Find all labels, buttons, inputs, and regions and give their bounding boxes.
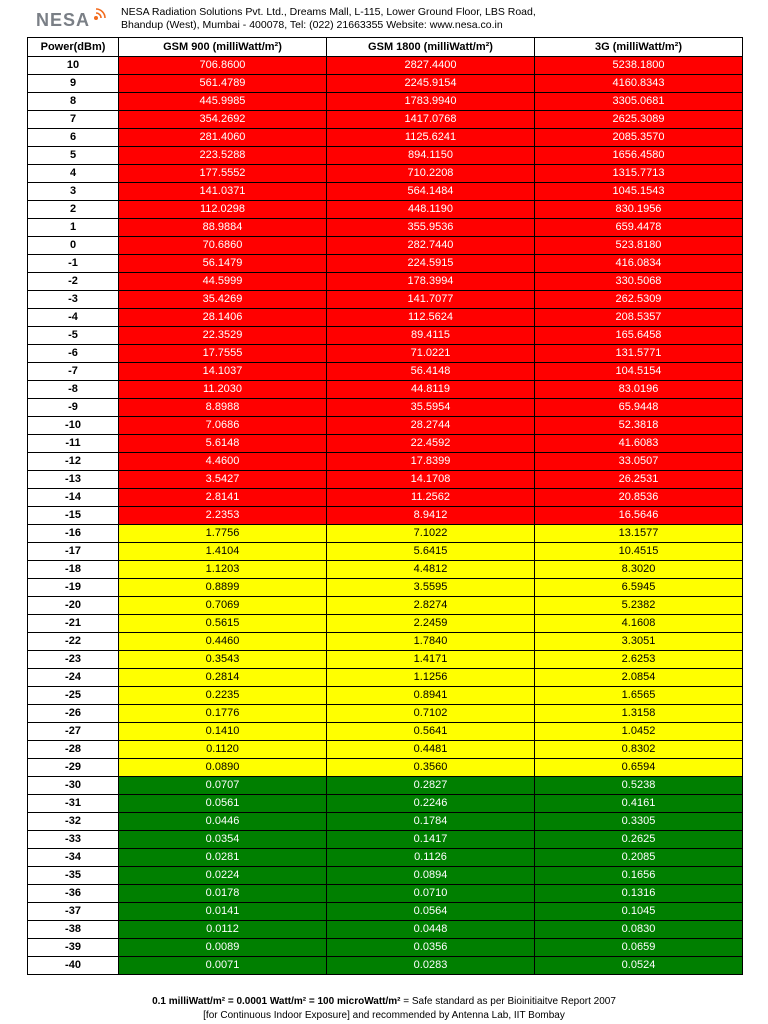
cell-3g: 0.3305 bbox=[535, 813, 743, 831]
cell-3g: 41.6083 bbox=[535, 435, 743, 453]
cell-gsm900: 141.0371 bbox=[119, 183, 327, 201]
cell-gsm900: 14.1037 bbox=[119, 363, 327, 381]
column-header-3g: 3G (milliWatt/m²) bbox=[535, 38, 743, 57]
cell-gsm1800: 0.0894 bbox=[327, 867, 535, 885]
cell-gsm1800: 2245.9154 bbox=[327, 75, 535, 93]
cell-gsm900: 0.0561 bbox=[119, 795, 327, 813]
cell-3g: 65.9448 bbox=[535, 399, 743, 417]
cell-gsm1800: 1.4171 bbox=[327, 651, 535, 669]
cell-power: -24 bbox=[28, 669, 119, 687]
cell-gsm1800: 2.8274 bbox=[327, 597, 535, 615]
cell-gsm900: 3.5427 bbox=[119, 471, 327, 489]
cell-gsm900: 177.5552 bbox=[119, 165, 327, 183]
cell-power: -3 bbox=[28, 291, 119, 309]
cell-3g: 83.0196 bbox=[535, 381, 743, 399]
cell-gsm1800: 28.2744 bbox=[327, 417, 535, 435]
table-row bbox=[28, 561, 743, 579]
cell-gsm1800: 0.1417 bbox=[327, 831, 535, 849]
cell-3g: 4.1608 bbox=[535, 615, 743, 633]
cell-gsm1800: 14.1708 bbox=[327, 471, 535, 489]
table-row bbox=[28, 615, 743, 633]
cell-gsm900: 0.7069 bbox=[119, 597, 327, 615]
cell-gsm900: 0.0178 bbox=[119, 885, 327, 903]
table-row bbox=[28, 849, 743, 867]
table-row bbox=[28, 741, 743, 759]
column-header-gsm1800: GSM 1800 (milliWatt/m²) bbox=[327, 38, 535, 57]
cell-power: -20 bbox=[28, 597, 119, 615]
cell-power: -14 bbox=[28, 489, 119, 507]
cell-3g: 0.1656 bbox=[535, 867, 743, 885]
table-row bbox=[28, 93, 743, 111]
cell-power: -37 bbox=[28, 903, 119, 921]
cell-gsm1800: 4.4812 bbox=[327, 561, 535, 579]
cell-3g: 1.0452 bbox=[535, 723, 743, 741]
table-row bbox=[28, 165, 743, 183]
cell-gsm900: 17.7555 bbox=[119, 345, 327, 363]
table-row bbox=[28, 309, 743, 327]
cell-3g: 104.5154 bbox=[535, 363, 743, 381]
cell-power: 9 bbox=[28, 75, 119, 93]
table-row bbox=[28, 813, 743, 831]
cell-power: -12 bbox=[28, 453, 119, 471]
cell-power: -27 bbox=[28, 723, 119, 741]
cell-3g: 0.1316 bbox=[535, 885, 743, 903]
cell-gsm900: 4.4600 bbox=[119, 453, 327, 471]
cell-power: -25 bbox=[28, 687, 119, 705]
cell-gsm900: 0.1120 bbox=[119, 741, 327, 759]
cell-power: 0 bbox=[28, 237, 119, 255]
cell-power: -31 bbox=[28, 795, 119, 813]
cell-3g: 4160.8343 bbox=[535, 75, 743, 93]
cell-power: -15 bbox=[28, 507, 119, 525]
cell-power: -35 bbox=[28, 867, 119, 885]
address-line-1: NESA Radiation Solutions Pvt. Ltd., Dreams Mall, L-115, Lower Ground Floor, LBS Road, bbox=[121, 6, 536, 18]
cell-gsm1800: 282.7440 bbox=[327, 237, 535, 255]
table-row bbox=[28, 57, 743, 75]
cell-gsm1800: 0.2246 bbox=[327, 795, 535, 813]
cell-power: -40 bbox=[28, 957, 119, 975]
table-row bbox=[28, 687, 743, 705]
cell-gsm1800: 22.4592 bbox=[327, 435, 535, 453]
cell-3g: 0.1045 bbox=[535, 903, 743, 921]
safe-standard-note: = Safe standard as per Bioinitiaitve Report 2007 bbox=[400, 996, 616, 1007]
cell-power: 8 bbox=[28, 93, 119, 111]
cell-gsm900: 0.3543 bbox=[119, 651, 327, 669]
cell-3g: 165.6458 bbox=[535, 327, 743, 345]
table-row bbox=[28, 291, 743, 309]
cell-gsm900: 11.2030 bbox=[119, 381, 327, 399]
cell-3g: 33.0507 bbox=[535, 453, 743, 471]
cell-gsm1800: 44.8119 bbox=[327, 381, 535, 399]
cell-gsm900: 8.8988 bbox=[119, 399, 327, 417]
cell-gsm900: 561.4789 bbox=[119, 75, 327, 93]
cell-gsm1800: 8.9412 bbox=[327, 507, 535, 525]
cell-gsm900: 0.0281 bbox=[119, 849, 327, 867]
cell-gsm1800: 7.1022 bbox=[327, 525, 535, 543]
cell-power: -34 bbox=[28, 849, 119, 867]
cell-gsm900: 1.7756 bbox=[119, 525, 327, 543]
column-header-power: Power(dBm) bbox=[28, 38, 119, 57]
cell-gsm1800: 11.2562 bbox=[327, 489, 535, 507]
cell-gsm900: 88.9884 bbox=[119, 219, 327, 237]
table-row bbox=[28, 183, 743, 201]
cell-gsm1800: 112.5624 bbox=[327, 309, 535, 327]
cell-3g: 5238.1800 bbox=[535, 57, 743, 75]
table-row bbox=[28, 201, 743, 219]
cell-3g: 1315.7713 bbox=[535, 165, 743, 183]
cell-gsm900: 35.4269 bbox=[119, 291, 327, 309]
cell-power: -9 bbox=[28, 399, 119, 417]
cell-gsm1800: 89.4115 bbox=[327, 327, 535, 345]
cell-gsm1800: 0.1126 bbox=[327, 849, 535, 867]
cell-power: -33 bbox=[28, 831, 119, 849]
company-address bbox=[121, 6, 536, 32]
cell-power: -36 bbox=[28, 885, 119, 903]
table-row bbox=[28, 327, 743, 345]
cell-3g: 6.5945 bbox=[535, 579, 743, 597]
cell-gsm900: 0.2235 bbox=[119, 687, 327, 705]
cell-gsm1800: 0.2827 bbox=[327, 777, 535, 795]
cell-3g: 13.1577 bbox=[535, 525, 743, 543]
table-row bbox=[28, 939, 743, 957]
table-row bbox=[28, 219, 743, 237]
cell-gsm900: 0.0224 bbox=[119, 867, 327, 885]
cell-gsm900: 44.5999 bbox=[119, 273, 327, 291]
table-row bbox=[28, 75, 743, 93]
cell-gsm1800: 2.2459 bbox=[327, 615, 535, 633]
table-row bbox=[28, 381, 743, 399]
cell-gsm900: 2.8141 bbox=[119, 489, 327, 507]
table-row bbox=[28, 867, 743, 885]
cell-gsm900: 0.0112 bbox=[119, 921, 327, 939]
table-row bbox=[28, 795, 743, 813]
cell-gsm1800: 224.5915 bbox=[327, 255, 535, 273]
page-header bbox=[0, 0, 768, 37]
table-row bbox=[28, 147, 743, 165]
cell-power: -38 bbox=[28, 921, 119, 939]
table-row bbox=[28, 363, 743, 381]
cell-gsm900: 0.8899 bbox=[119, 579, 327, 597]
cell-3g: 0.2625 bbox=[535, 831, 743, 849]
column-header-gsm900: GSM 900 (milliWatt/m²) bbox=[119, 38, 327, 57]
table-row bbox=[28, 129, 743, 147]
cell-gsm1800: 564.1484 bbox=[327, 183, 535, 201]
cell-gsm1800: 0.4481 bbox=[327, 741, 535, 759]
cell-gsm1800: 71.0221 bbox=[327, 345, 535, 363]
table-row bbox=[28, 579, 743, 597]
table-row bbox=[28, 237, 743, 255]
cell-3g: 2625.3089 bbox=[535, 111, 743, 129]
cell-power: -28 bbox=[28, 741, 119, 759]
cell-power: -39 bbox=[28, 939, 119, 957]
cell-3g: 26.2531 bbox=[535, 471, 743, 489]
cell-gsm1800: 0.8941 bbox=[327, 687, 535, 705]
cell-gsm1800: 894.1150 bbox=[327, 147, 535, 165]
table-row bbox=[28, 597, 743, 615]
cell-3g: 0.0524 bbox=[535, 957, 743, 975]
cell-power: -17 bbox=[28, 543, 119, 561]
cell-3g: 0.6594 bbox=[535, 759, 743, 777]
cell-gsm900: 0.0354 bbox=[119, 831, 327, 849]
table-row bbox=[28, 669, 743, 687]
cell-3g: 131.5771 bbox=[535, 345, 743, 363]
cell-3g: 2085.3570 bbox=[535, 129, 743, 147]
cell-gsm900: 445.9985 bbox=[119, 93, 327, 111]
cell-power: -18 bbox=[28, 561, 119, 579]
table-body bbox=[28, 57, 743, 975]
cell-3g: 0.4161 bbox=[535, 795, 743, 813]
cell-gsm900: 70.6860 bbox=[119, 237, 327, 255]
table-row bbox=[28, 723, 743, 741]
cell-gsm900: 112.0298 bbox=[119, 201, 327, 219]
cell-3g: 262.5309 bbox=[535, 291, 743, 309]
cell-3g: 3.3051 bbox=[535, 633, 743, 651]
cell-3g: 523.8180 bbox=[535, 237, 743, 255]
cell-gsm1800: 56.4148 bbox=[327, 363, 535, 381]
table-row bbox=[28, 777, 743, 795]
cell-power: 2 bbox=[28, 201, 119, 219]
cell-power: 6 bbox=[28, 129, 119, 147]
cell-gsm1800: 1125.6241 bbox=[327, 129, 535, 147]
cell-gsm1800: 0.0448 bbox=[327, 921, 535, 939]
unit-conversion-note: 0.1 milliWatt/m² = 0.0001 Watt/m² = 100 microWatt/m² bbox=[152, 996, 401, 1007]
cell-power: -23 bbox=[28, 651, 119, 669]
cell-gsm1800: 0.0283 bbox=[327, 957, 535, 975]
table-row bbox=[28, 255, 743, 273]
cell-gsm900: 706.8600 bbox=[119, 57, 327, 75]
cell-3g: 2.0854 bbox=[535, 669, 743, 687]
cell-power: -26 bbox=[28, 705, 119, 723]
table-row bbox=[28, 471, 743, 489]
cell-gsm1800: 1.1256 bbox=[327, 669, 535, 687]
cell-power: -8 bbox=[28, 381, 119, 399]
cell-gsm1800: 0.0356 bbox=[327, 939, 535, 957]
footer-line-1 bbox=[0, 995, 768, 1009]
table-row bbox=[28, 507, 743, 525]
cell-3g: 5.2382 bbox=[535, 597, 743, 615]
cell-power: 1 bbox=[28, 219, 119, 237]
cell-3g: 208.5357 bbox=[535, 309, 743, 327]
table-row bbox=[28, 489, 743, 507]
cell-power: -10 bbox=[28, 417, 119, 435]
cell-power: -16 bbox=[28, 525, 119, 543]
cell-power: -13 bbox=[28, 471, 119, 489]
cell-power: 10 bbox=[28, 57, 119, 75]
table-row bbox=[28, 273, 743, 291]
cell-gsm1800: 0.1784 bbox=[327, 813, 535, 831]
cell-gsm1800: 141.7077 bbox=[327, 291, 535, 309]
page-footer bbox=[0, 995, 768, 1023]
table-row bbox=[28, 399, 743, 417]
cell-power: -29 bbox=[28, 759, 119, 777]
cell-gsm1800: 35.5954 bbox=[327, 399, 535, 417]
cell-3g: 1045.1543 bbox=[535, 183, 743, 201]
cell-power: -5 bbox=[28, 327, 119, 345]
table-row bbox=[28, 957, 743, 975]
cell-gsm900: 2.2353 bbox=[119, 507, 327, 525]
cell-gsm900: 0.1776 bbox=[119, 705, 327, 723]
table-row bbox=[28, 885, 743, 903]
cell-gsm900: 0.0141 bbox=[119, 903, 327, 921]
cell-gsm900: 22.3529 bbox=[119, 327, 327, 345]
table-row bbox=[28, 345, 743, 363]
cell-gsm900: 0.1410 bbox=[119, 723, 327, 741]
cell-3g: 1656.4580 bbox=[535, 147, 743, 165]
cell-gsm1800: 1.7840 bbox=[327, 633, 535, 651]
cell-gsm900: 0.0890 bbox=[119, 759, 327, 777]
cell-3g: 0.5238 bbox=[535, 777, 743, 795]
cell-gsm1800: 355.9536 bbox=[327, 219, 535, 237]
cell-gsm900: 7.0686 bbox=[119, 417, 327, 435]
cell-power: -6 bbox=[28, 345, 119, 363]
table-row bbox=[28, 543, 743, 561]
cell-gsm1800: 5.6415 bbox=[327, 543, 535, 561]
cell-power: -2 bbox=[28, 273, 119, 291]
address-line-2: Bhandup (West), Mumbai - 400078, Tel: (022) 21663355 Website: www.nesa.co.in bbox=[121, 19, 503, 31]
cell-gsm1800: 1417.0768 bbox=[327, 111, 535, 129]
cell-power: -19 bbox=[28, 579, 119, 597]
cell-gsm900: 0.4460 bbox=[119, 633, 327, 651]
table-row bbox=[28, 921, 743, 939]
table-row bbox=[28, 651, 743, 669]
cell-gsm1800: 710.2208 bbox=[327, 165, 535, 183]
cell-3g: 10.4515 bbox=[535, 543, 743, 561]
cell-gsm900: 56.1479 bbox=[119, 255, 327, 273]
cell-gsm900: 0.0446 bbox=[119, 813, 327, 831]
cell-gsm1800: 3.5595 bbox=[327, 579, 535, 597]
cell-3g: 0.2085 bbox=[535, 849, 743, 867]
cell-gsm900: 0.0089 bbox=[119, 939, 327, 957]
cell-power: -1 bbox=[28, 255, 119, 273]
cell-gsm900: 5.6148 bbox=[119, 435, 327, 453]
cell-3g: 1.6565 bbox=[535, 687, 743, 705]
cell-gsm900: 223.5288 bbox=[119, 147, 327, 165]
table-row bbox=[28, 831, 743, 849]
cell-gsm900: 0.0707 bbox=[119, 777, 327, 795]
cell-3g: 2.6253 bbox=[535, 651, 743, 669]
cell-3g: 416.0834 bbox=[535, 255, 743, 273]
cell-3g: 8.3020 bbox=[535, 561, 743, 579]
table-row bbox=[28, 525, 743, 543]
cell-power: -32 bbox=[28, 813, 119, 831]
cell-3g: 0.0659 bbox=[535, 939, 743, 957]
cell-3g: 659.4478 bbox=[535, 219, 743, 237]
table-row bbox=[28, 435, 743, 453]
cell-power: -11 bbox=[28, 435, 119, 453]
cell-gsm900: 281.4060 bbox=[119, 129, 327, 147]
cell-gsm1800: 448.1190 bbox=[327, 201, 535, 219]
cell-power: -21 bbox=[28, 615, 119, 633]
cell-gsm900: 1.4104 bbox=[119, 543, 327, 561]
cell-3g: 330.5068 bbox=[535, 273, 743, 291]
table-row bbox=[28, 111, 743, 129]
cell-gsm1800: 0.0564 bbox=[327, 903, 535, 921]
table-row bbox=[28, 705, 743, 723]
cell-gsm900: 28.1406 bbox=[119, 309, 327, 327]
cell-gsm1800: 1783.9940 bbox=[327, 93, 535, 111]
table-row bbox=[28, 453, 743, 471]
cell-power: 5 bbox=[28, 147, 119, 165]
cell-3g: 52.3818 bbox=[535, 417, 743, 435]
cell-gsm1800: 0.5641 bbox=[327, 723, 535, 741]
table-row bbox=[28, 417, 743, 435]
cell-3g: 3305.0681 bbox=[535, 93, 743, 111]
cell-gsm900: 0.2814 bbox=[119, 669, 327, 687]
table-row bbox=[28, 759, 743, 777]
cell-gsm900: 0.5615 bbox=[119, 615, 327, 633]
cell-3g: 0.8302 bbox=[535, 741, 743, 759]
cell-power: 7 bbox=[28, 111, 119, 129]
table-row bbox=[28, 633, 743, 651]
radiation-power-table bbox=[27, 37, 743, 975]
cell-power: -7 bbox=[28, 363, 119, 381]
cell-power: -22 bbox=[28, 633, 119, 651]
cell-3g: 830.1956 bbox=[535, 201, 743, 219]
cell-power: -4 bbox=[28, 309, 119, 327]
cell-gsm1800: 2827.4400 bbox=[327, 57, 535, 75]
cell-power: 3 bbox=[28, 183, 119, 201]
logo-text: NESA bbox=[36, 10, 91, 30]
cell-gsm900: 0.0071 bbox=[119, 957, 327, 975]
cell-gsm1800: 0.3560 bbox=[327, 759, 535, 777]
cell-power: -30 bbox=[28, 777, 119, 795]
cell-gsm1800: 0.7102 bbox=[327, 705, 535, 723]
table-header-row bbox=[28, 38, 743, 57]
cell-gsm1800: 17.8399 bbox=[327, 453, 535, 471]
table-row bbox=[28, 903, 743, 921]
cell-3g: 1.3158 bbox=[535, 705, 743, 723]
cell-3g: 20.8536 bbox=[535, 489, 743, 507]
nesa-logo bbox=[36, 8, 116, 34]
footer-line-2: [for Continuous Indoor Exposure] and recommended by Antenna Lab, IIT Bombay bbox=[203, 1010, 565, 1021]
cell-3g: 0.0830 bbox=[535, 921, 743, 939]
cell-3g: 16.5646 bbox=[535, 507, 743, 525]
cell-gsm1800: 178.3994 bbox=[327, 273, 535, 291]
cell-gsm900: 1.1203 bbox=[119, 561, 327, 579]
cell-gsm1800: 0.0710 bbox=[327, 885, 535, 903]
cell-gsm900: 354.2692 bbox=[119, 111, 327, 129]
radiation-wave-icon bbox=[92, 8, 106, 22]
cell-power: 4 bbox=[28, 165, 119, 183]
